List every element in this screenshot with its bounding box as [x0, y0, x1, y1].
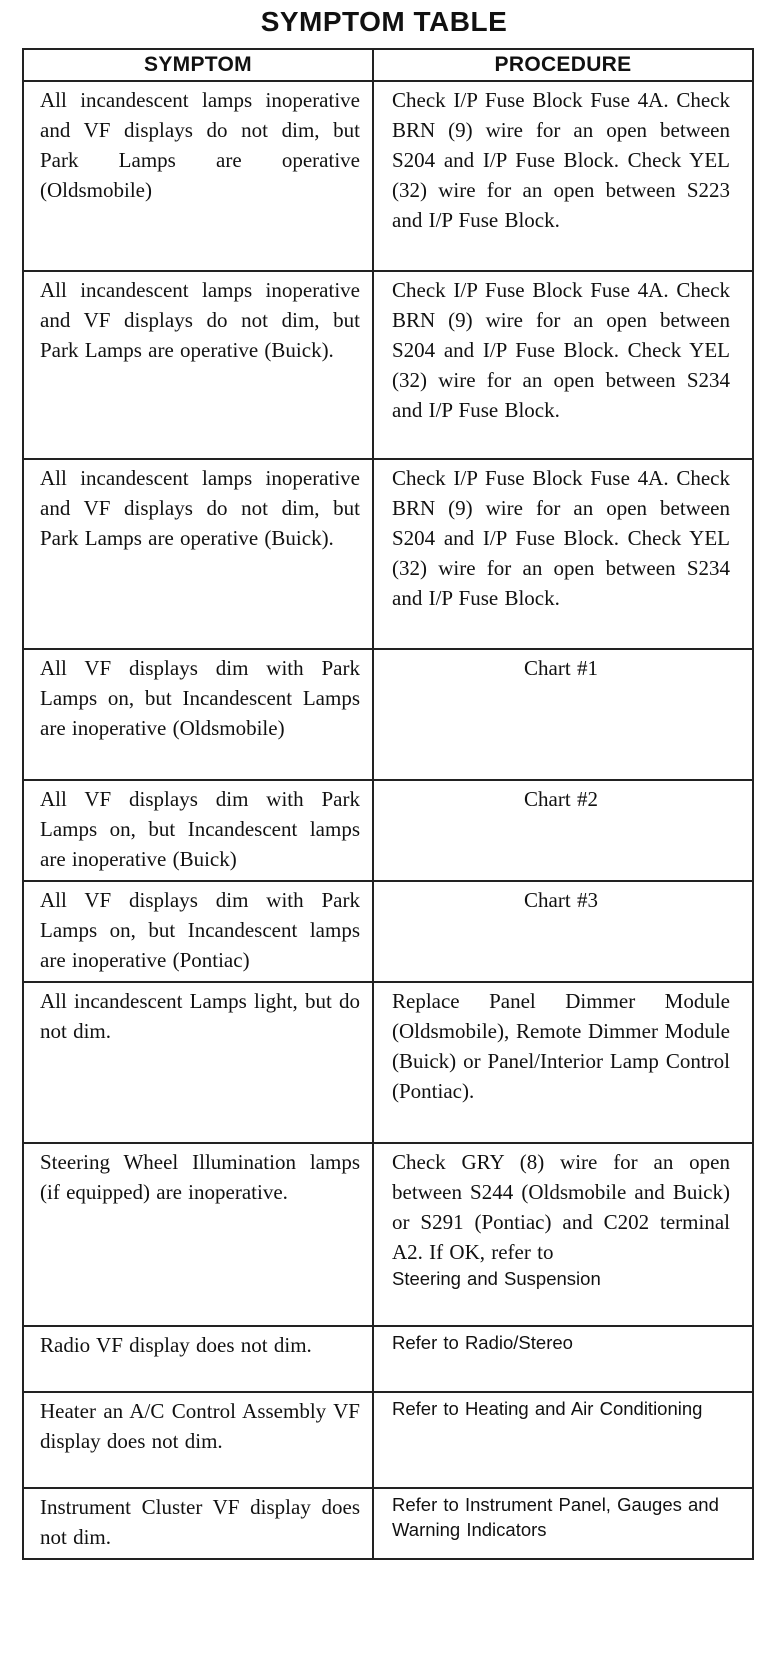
column-header-symptom: SYMPTOM	[23, 49, 373, 81]
procedure-cell: Refer to Radio/Stereo	[373, 1326, 753, 1392]
table-row	[23, 271, 753, 459]
table-row	[23, 1488, 753, 1559]
procedure-text: Check GRY (8) wire for an open between S244 (Oldsmobile and Buick) or S291 (Pontiac) and C202 terminal A2. If OK, refer to	[392, 1150, 730, 1264]
table-row	[23, 881, 753, 982]
procedure-cell: Check I/P Fuse Block Fuse 4A. Check BRN (9) wire for an open between S204 and I/P Fuse Block. Check YEL (32) wire for an open between S234 and I/P Fuse Block.	[373, 271, 753, 459]
table-row	[23, 459, 753, 649]
page-title: SYMPTOM TABLE	[260, 6, 508, 37]
symptom-cell: All incandescent lamps inoperative and VF displays do not dim, but Park Lamps are operative (Oldsmobile)	[23, 81, 373, 271]
procedure-cell: Chart #3	[373, 881, 753, 982]
table-row	[23, 780, 753, 881]
procedure-cell: Chart #2	[373, 780, 753, 881]
symptom-cell: All incandescent Lamps light, but do not dim.	[23, 982, 373, 1143]
symptom-cell: Instrument Cluster VF display does not dim.	[23, 1488, 373, 1559]
symptom-cell: All VF displays dim with Park Lamps on, but Incandescent lamps are inoperative (Pontiac)	[23, 881, 373, 982]
table-row	[23, 1143, 753, 1326]
procedure-cell: Refer to Heating and Air Conditioning	[373, 1392, 753, 1488]
symptom-cell: Radio VF display does not dim.	[23, 1326, 373, 1392]
table-row	[23, 1392, 753, 1488]
symptom-cell: Steering Wheel Illumination lamps (if equipped) are inoperative.	[23, 1143, 373, 1326]
symptom-cell: Heater an A/C Control Assembly VF display does not dim.	[23, 1392, 373, 1488]
table-header-row	[23, 49, 753, 81]
procedure-reference: Steering and Suspension	[392, 1268, 601, 1289]
procedure-cell: Check I/P Fuse Block Fuse 4A. Check BRN (9) wire for an open between S204 and I/P Fuse Block. Check YEL (32) wire for an open between S223 and I/P Fuse Block.	[373, 81, 753, 271]
symptom-cell: All incandescent lamps inoperative and VF displays do not dim, but Park Lamps are operative (Buick).	[23, 271, 373, 459]
procedure-cell	[373, 1143, 753, 1326]
table-row	[23, 982, 753, 1143]
symptom-table	[22, 48, 754, 1560]
procedure-cell: Check I/P Fuse Block Fuse 4A. Check BRN (9) wire for an open between S204 and I/P Fuse Block. Check YEL (32) wire for an open between S234 and I/P Fuse Block.	[373, 459, 753, 649]
table-row	[23, 81, 753, 271]
procedure-cell: Replace Panel Dimmer Module (Oldsmobile), Remote Dimmer Module (Buick) or Panel/Interior Lamp Control (Pontiac).	[373, 982, 753, 1143]
symptom-cell: All VF displays dim with Park Lamps on, but Incandescent lamps are inoperative (Buick)	[23, 780, 373, 881]
table-row	[23, 1326, 753, 1392]
symptom-cell: All VF displays dim with Park Lamps on, but Incandescent Lamps are inoperative (Oldsmobile)	[23, 649, 373, 780]
table-row	[23, 649, 753, 780]
procedure-cell: Refer to Instrument Panel, Gauges and Warning Indicators	[373, 1488, 753, 1559]
procedure-cell: Chart #1	[373, 649, 753, 780]
column-header-procedure: PROCEDURE	[373, 49, 753, 81]
symptom-cell: All incandescent lamps inoperative and VF displays do not dim, but Park Lamps are operative (Buick).	[23, 459, 373, 649]
